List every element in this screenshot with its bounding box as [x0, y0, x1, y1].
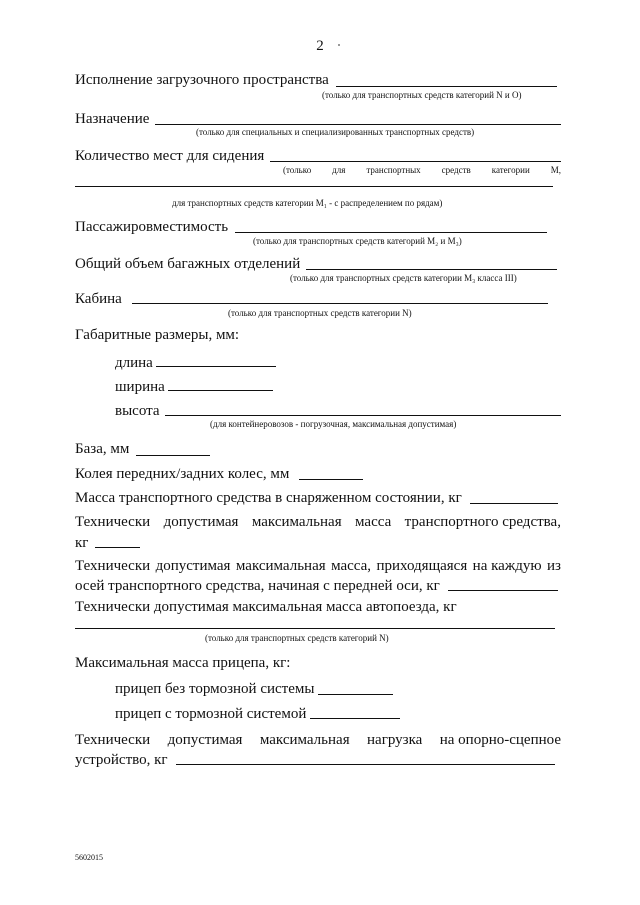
field-label-track: Колея передних/задних колес, мм	[75, 466, 290, 482]
field-label-wheelbase: База, мм	[75, 441, 130, 457]
field-label-coupling-line2: устройство, кг	[75, 752, 168, 768]
field-label-curb-mass: Масса транспортного средства в снаряженном состоянии, кг	[75, 490, 462, 506]
field-line-axle-mass[interactable]	[448, 590, 558, 591]
field-label-passenger-capacity: Пассажировместимость	[75, 219, 229, 235]
field-hint-luggage-volume: (только для транспортных средств категории M₃ класса III)	[290, 273, 517, 283]
field-line-luggage-volume[interactable]	[306, 269, 557, 270]
field-line-seats[interactable]	[270, 161, 561, 162]
field-hint-passenger-capacity: (только для транспортных средств категорий M₂ и M₃)	[253, 236, 462, 246]
field-line-max-mass[interactable]	[95, 547, 140, 548]
field-label-luggage-volume: Общий объем багажных отделений	[75, 256, 301, 272]
field-label-max-mass-line2: кг	[75, 535, 89, 551]
field-hint-height: (для контейнеровозов - погрузочная, максимальная допустимая)	[210, 419, 457, 429]
field-label-cabin: Кабина	[75, 291, 122, 307]
field-line-cabin[interactable]	[132, 303, 548, 304]
field-label-trailer-brakes: прицеп с тормозной системой	[115, 706, 307, 722]
field-label-coupling-line1: Технически допустимая максимальная нагрузка на опорно-сцепное	[75, 732, 561, 748]
field-line-height[interactable]	[165, 415, 561, 416]
field-line-passenger-capacity[interactable]	[235, 232, 547, 233]
field-label-trailer-no-brakes: прицеп без тормозной системы	[115, 681, 315, 697]
field-label-axle-mass-line1: Технически допустимая максимальная масса, приходящаяся на каждую из	[75, 558, 561, 574]
field-line-road-train-mass[interactable]	[75, 628, 555, 629]
field-label-max-mass-line1: Технически допустимая максимальная масса транспортного средства,	[75, 514, 561, 530]
page-dot	[338, 44, 340, 46]
field-line-seats-2[interactable]	[75, 186, 553, 187]
field-line-curb-mass[interactable]	[470, 503, 558, 504]
field-hint-purpose: (только для специальных и специализированных транспортных средств)	[196, 127, 475, 137]
field-label-axle-mass-line2: осей транспортного средства, начиная с передней оси, кг	[75, 578, 440, 594]
field-hint-cargo-space: (только для транспортных средств категорий N и O)	[322, 90, 522, 100]
field-label-seats: Количество мест для сидения	[75, 148, 265, 164]
field-line-track[interactable]	[299, 479, 363, 480]
field-line-trailer-no-brakes[interactable]	[318, 694, 393, 695]
field-line-width[interactable]	[168, 390, 273, 391]
field-label-width: ширина	[115, 379, 165, 395]
field-line-wheelbase[interactable]	[136, 455, 210, 456]
field-hint-road-train-mass: (только для транспортных средств категорий N)	[205, 633, 389, 643]
field-hint-seats-1: (только для транспортных средств категории M,	[283, 165, 561, 175]
page-number: 2	[316, 38, 324, 54]
section-label-trailer-mass: Максимальная масса прицепа, кг:	[75, 655, 291, 671]
field-line-coupling[interactable]	[176, 764, 555, 765]
field-line-trailer-brakes[interactable]	[310, 718, 400, 719]
section-label-dimensions: Габаритные размеры, мм:	[75, 327, 240, 343]
field-label-purpose: Назначение	[75, 111, 150, 127]
field-label-length: длина	[115, 355, 153, 371]
field-hint-seats-2: для транспортных средств категории M₁ - с распределением по рядам)	[172, 198, 443, 208]
field-label-road-train-mass: Технически допустимая максимальная масса автопоезда, кг	[75, 599, 457, 615]
field-hint-cabin: (только для транспортных средств категории N)	[228, 308, 412, 318]
field-line-length[interactable]	[156, 366, 276, 367]
field-label-cargo-space: Исполнение загрузочного пространства	[75, 72, 329, 88]
field-line-purpose[interactable]	[155, 124, 561, 125]
field-label-height: высота	[115, 403, 160, 419]
footer-code: 5602015	[75, 853, 103, 862]
field-line-cargo-space[interactable]	[336, 86, 557, 87]
